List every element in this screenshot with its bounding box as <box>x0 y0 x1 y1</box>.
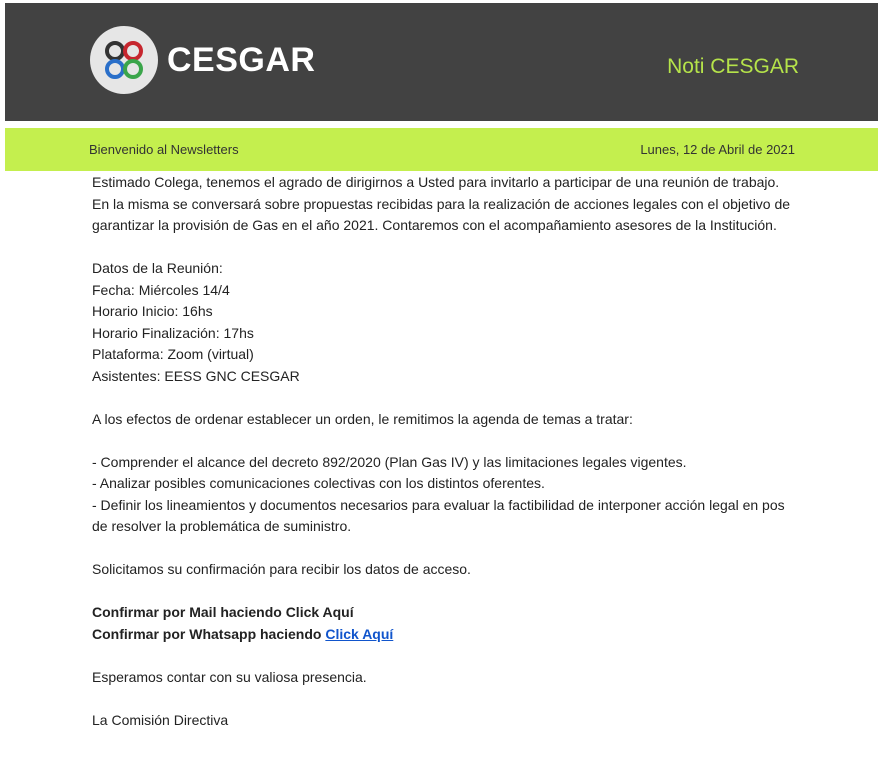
confirmation-request: Solicitamos su confirmación para recibir los datos de acceso. <box>92 561 471 577</box>
welcome-text: Bienvenido al Newsletters <box>89 142 239 157</box>
meeting-end-time: Horario Finalización: 17hs <box>92 324 254 341</box>
whatsapp-click-link[interactable]: Click Aquí <box>325 625 394 642</box>
meeting-start-time: Horario Inicio: 16hs <box>92 303 213 319</box>
newsletter-header <box>5 3 878 121</box>
meeting-heading: Datos de la Reunión: <box>92 260 223 276</box>
meeting-platform: Plataforma: Zoom (virtual) <box>92 346 254 362</box>
closing-line: Esperamos contar con su valiosa presencia. <box>92 668 367 685</box>
newsletter-title: Noti CESGAR <box>667 55 799 78</box>
confirm-mail-line: Confirmar por Mail haciendo Click Aquí <box>92 604 354 620</box>
confirm-whatsapp-text: Confirmar por Whatsapp haciendo <box>92 625 326 642</box>
agenda-item: - Definir los lineamientos y documentos necesarios para evaluar la factibilidad de interponer acción legal en pos de resolver la problemática de suministro. <box>92 496 785 534</box>
signature: La Comisión Directiva <box>92 711 229 728</box>
meeting-date: Fecha: Miércoles 14/4 <box>92 281 230 298</box>
agenda-item: - Comprender el alcance del decreto 892/2020 (Plan Gas IV) y las limitaciones legales vigentes. <box>92 453 687 470</box>
issue-date: Lunes, 12 de Abril de 2021 <box>640 142 795 157</box>
agenda-intro: A los efectos de ordenar establecer un orden, le remitimos la agenda de temas a tratar: <box>92 410 633 427</box>
newsletter-body <box>92 172 792 731</box>
intro-paragraph: Estimado Colega, tenemos el agrado de dirigirnos a Usted para invitarlo a participar de una reunión de trabajo. En la misma se conversará sobre propuestas recibidas para la realización de acciones legales con el objetivo de garantizar la provisión de Gas en el año 2021. Contaremos con el acompañamiento asesores de la Institución. <box>92 174 791 233</box>
welcome-bar <box>5 128 878 171</box>
confirm-whatsapp-line <box>92 624 792 646</box>
logo-wordmark: CESGAR <box>167 41 316 79</box>
agenda-item: - Analizar posibles comunicaciones colectivas con los distintos oferentes. <box>92 475 545 491</box>
meeting-attendees: Asistentes: EESS GNC CESGAR <box>92 367 300 384</box>
cesgar-logo-icon <box>90 26 158 94</box>
